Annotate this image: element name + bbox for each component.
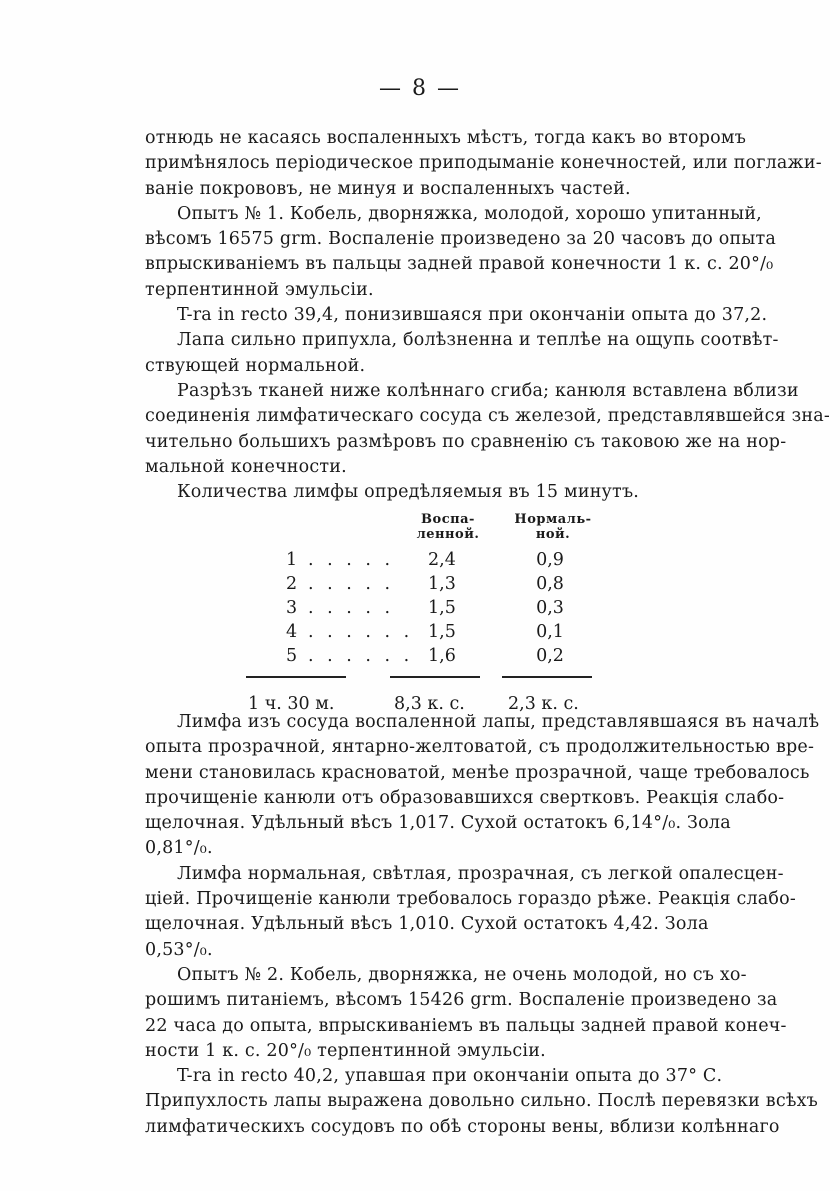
text-line: Опытъ № 2. Кобель, дворняжка, не очень молодой, но съ хо- bbox=[177, 964, 747, 985]
text-line: Лимфа нормальная, свѣтлая, прозрачная, съ легкой опалесцен- bbox=[177, 863, 784, 884]
normal-value: 0,8 bbox=[536, 574, 564, 594]
text-line: мени становилась красноватой, менѣе прозрачной, чаще требовалось bbox=[145, 762, 810, 783]
text-line: T-ra in recto 40,2, упавшая при окончаніи опыта до 37° С. bbox=[177, 1066, 723, 1087]
text-line: Лапа сильно припухла, болѣзненна и теплѣе на ощупь соотвѣт- bbox=[177, 330, 779, 351]
text-line: ности 1 к. с. 20°/₀ терпентинной эмульсіи. bbox=[145, 1040, 546, 1061]
total-time: 1 ч. 30 м. bbox=[248, 694, 335, 714]
normal-value: 0,2 bbox=[536, 646, 564, 666]
text-line: соединенія лимфатическаго сосуда съ железой, представлявшейся зна- bbox=[145, 406, 830, 427]
text-line: опыта прозрачной, янтарно-желтоватой, съ продолжительностью вре- bbox=[145, 737, 815, 758]
table-row bbox=[240, 572, 600, 596]
text-line: лимфатическихъ сосудовъ по обѣ стороны вены, вблизи колѣннаго bbox=[145, 1116, 780, 1137]
text-line: 0,53°/₀. bbox=[145, 939, 213, 960]
text-line: Припухлость лапы выражена довольно сильно. Послѣ перевязки всѣхъ bbox=[145, 1091, 818, 1112]
sum-rule-time bbox=[246, 676, 346, 678]
leader-dots: . . . . . . bbox=[308, 622, 414, 642]
text-line: терпентинной эмульсіи. bbox=[145, 279, 374, 300]
leader-dots: . . . . . bbox=[308, 550, 395, 570]
row-index: 1 bbox=[286, 550, 298, 570]
text-line: ваніе покрововъ, не минуя и воспаленныхъ частей. bbox=[145, 178, 631, 199]
text-line: Лимфа изъ сосуда воспаленной лапы, представлявшаяся въ началѣ bbox=[177, 712, 820, 732]
row-index: 3 bbox=[286, 598, 298, 618]
text-line: впрыскиваніемъ въ пальцы задней правой конечности 1 к. с. 20°/₀ bbox=[145, 254, 774, 275]
text-line: чительно большихъ размѣровъ по сравненію съ таковою же на нор- bbox=[145, 431, 787, 452]
text-line: 22 часа до опыта, впрыскиваніемъ въ пальцы задней правой конеч- bbox=[145, 1015, 787, 1036]
sum-rule-inflamed bbox=[390, 676, 480, 678]
text-line: отнюдь не касаясь воспаленныхъ мѣстъ, тогда какъ во второмъ bbox=[145, 128, 747, 148]
row-index: 2 bbox=[286, 574, 298, 594]
text-line: Опытъ № 1. Кобель, дворняжка, молодой, хорошо упитанный, bbox=[177, 203, 762, 224]
lower-text bbox=[145, 710, 820, 1140]
text-line: рошимъ питаніемъ, вѣсомъ 15426 grm. Воспаленіе произведено за bbox=[145, 990, 778, 1011]
text-line: T-ra in recto 39,4, понизившаяся при окончаніи опыта до 37,2. bbox=[177, 305, 768, 326]
inflamed-value: 1,5 bbox=[428, 622, 456, 642]
text-line: ствующей нормальной. bbox=[145, 355, 366, 376]
inflamed-value: 1,6 bbox=[428, 646, 456, 666]
text-line: мальной конечности. bbox=[145, 456, 347, 477]
col-header-normal: Нормаль- ной. bbox=[514, 512, 592, 542]
row-index: 4 bbox=[286, 622, 298, 642]
normal-value: 0,1 bbox=[536, 622, 564, 642]
text-line: примѣнялось періодическое приподыманіе конечностей, или поглажи- bbox=[145, 153, 822, 174]
page-number: — 8 — bbox=[379, 76, 461, 101]
leader-dots: . . . . . bbox=[308, 598, 395, 618]
upper-text bbox=[145, 126, 830, 505]
table-row bbox=[240, 548, 600, 572]
inflamed-value: 1,5 bbox=[428, 598, 456, 618]
inflamed-value: 1,3 bbox=[428, 574, 456, 594]
text-line: 0,81°/₀. bbox=[145, 838, 213, 859]
text-line: прочищеніе канюли отъ образовавшихся свертковъ. Реакція слабо- bbox=[145, 787, 785, 808]
text-line: ціей. Прочищеніе канюли требовалось гораздо рѣже. Реакція слабо- bbox=[145, 889, 796, 910]
row-index: 5 bbox=[286, 646, 298, 666]
inflamed-value: 2,4 bbox=[428, 550, 456, 570]
table-row bbox=[240, 596, 600, 620]
sum-rule-normal bbox=[502, 676, 592, 678]
leader-dots: . . . . . bbox=[308, 574, 395, 594]
normal-value: 0,9 bbox=[536, 550, 564, 570]
total-inflamed: 8,3 к. с. bbox=[394, 694, 465, 714]
text-line: щелочная. Удѣльный вѣсъ 1,017. Сухой остатокъ 6,14°/₀. Зола bbox=[145, 813, 731, 834]
total-normal: 2,3 к. с. bbox=[508, 694, 579, 714]
text-line: Разрѣзъ тканей ниже колѣннаго сгиба; канюля вставлена вблизи bbox=[177, 380, 799, 401]
normal-value: 0,3 bbox=[536, 598, 564, 618]
table-row bbox=[240, 620, 600, 644]
table-row bbox=[240, 644, 600, 668]
col-header-inflamed: Воспа- ленной. bbox=[416, 512, 480, 542]
text-line: Количества лимфы опредѣляемыя въ 15 минутъ. bbox=[177, 482, 640, 503]
text-line: щелочная. Удѣльный вѣсъ 1,010. Сухой остатокъ 4,42. Зола bbox=[145, 914, 709, 935]
text-line: вѣсомъ 16575 grm. Воспаленіе произведено за 20 часовъ до опыта bbox=[145, 229, 777, 250]
leader-dots: . . . . . . bbox=[308, 646, 414, 666]
